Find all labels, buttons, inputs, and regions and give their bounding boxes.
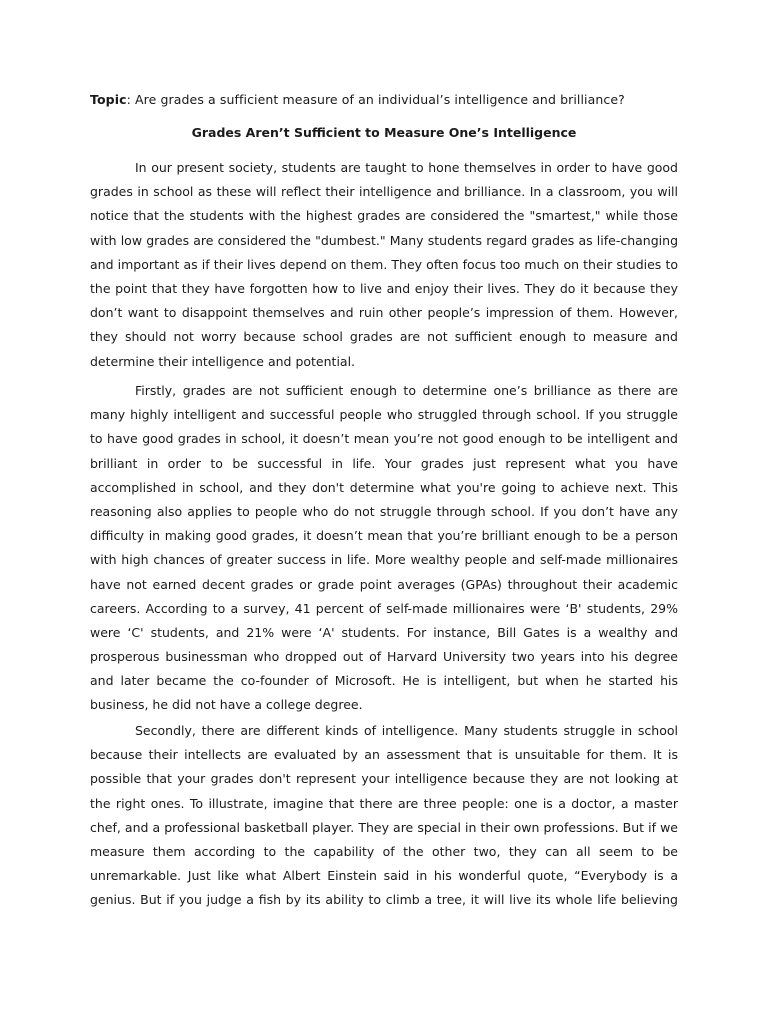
paragraph-line: to have good grades in school, it doesn’t mean you’re not good enough to be intelligent and [90, 431, 678, 447]
paragraph-line: Secondly, there are different kinds of intelligence. Many students struggle in school [135, 723, 678, 738]
paragraph-line: with low grades are considered the "dumbest." Many students regard grades as life-changing [90, 232, 678, 248]
paragraph-line: unremarkable. Just like what Albert Einstein said in his wonderful quote, “Everybody is a [90, 868, 678, 884]
paragraph-line: accomplished in school, and they don't determine what you're going to achieve next. This [90, 479, 678, 495]
paragraph-line: reasoning also applies to people who do not struggle through school. If you don’t have any [90, 503, 678, 519]
paragraph-line: because their intellects are evaluated by an assessment that is unsuitable for them. It is [90, 747, 678, 763]
paragraph-firstly [90, 379, 678, 718]
paragraph-line: prosperous businessman who dropped out of Harvard University two years into his degree [90, 649, 678, 665]
paragraph-line: business, he did not have a college degree. [90, 697, 363, 713]
paragraph-line: In our present society, students are taught to hone themselves in order to have good [135, 160, 678, 175]
topic-question: Are grades a sufficient measure of an individual’s intelligence and brilliance? [135, 92, 625, 107]
paragraph-line: difficulty in making good grades, it doesn’t mean that you’re brilliant enough to be a person [90, 528, 678, 544]
paragraph-line: genius. But if you judge a fish by its ability to climb a tree, it will live its whole life believing [90, 892, 678, 908]
paragraph-line: careers. According to a survey, 41 percent of self-made millionaires were ‘B' students, 29% [90, 600, 678, 616]
paragraph-line: notice that the students with the highest grades are considered the "smartest," while those [90, 208, 678, 224]
paragraph-line: possible that your grades don't represent your intelligence because they are not looking at [90, 771, 678, 787]
paragraph-line: and important as if their lives depend on them. They often focus too much on their studies to [90, 256, 678, 272]
paragraph-line: measure them according to the capability of the other two, they can all seem to be [90, 843, 678, 859]
paragraph-line: don’t want to disappoint themselves and ruin other people’s impression of them. However, [90, 305, 678, 321]
paragraph-line: chef, and a professional basketball player. They are special in their own professions. But if we [90, 819, 678, 835]
paragraph-line: Firstly, grades are not sufficient enough to determine one’s brilliance as there are [135, 383, 678, 398]
paragraph-line: with high chances of greater success in life. More wealthy people and self-made millionaires [90, 552, 678, 568]
paragraph-line: were ‘C' students, and 21% were ‘A' students. For instance, Bill Gates is a wealthy and [90, 624, 678, 640]
paragraph-line: the right ones. To illustrate, imagine that there are three people: one is a doctor, a master [90, 795, 678, 811]
topic-label: Topic [90, 92, 127, 107]
paragraph-line: they should not worry because school grades are not sufficient enough to measure and [90, 329, 678, 345]
paragraph-intro [90, 156, 678, 374]
topic-line [90, 92, 625, 107]
paragraph-secondly [90, 719, 678, 913]
paragraph-line: and later became the co-founder of Microsoft. He is intelligent, but when he started his [90, 673, 678, 689]
topic-separator: : [126, 92, 131, 107]
paragraph-line: grades in school as these will reflect their intelligence and brilliance. In a classroom, you will [90, 184, 678, 200]
paragraph-line: determine their intelligence and potential. [90, 353, 356, 369]
paragraph-line: have not earned decent grades or grade point averages (GPAs) throughout their academic [90, 576, 678, 592]
paragraph-line: many highly intelligent and successful people who struggled through school. If you struggle [90, 407, 678, 423]
essay-title: Grades Aren’t Sufficient to Measure One’s Intelligence [191, 125, 577, 140]
paragraph-line: brilliant in order to be successful in life. Your grades just represent what you have [90, 455, 678, 471]
paragraph-line: the point that they have forgotten how to live and enjoy their lives. They do it because they [90, 280, 678, 296]
